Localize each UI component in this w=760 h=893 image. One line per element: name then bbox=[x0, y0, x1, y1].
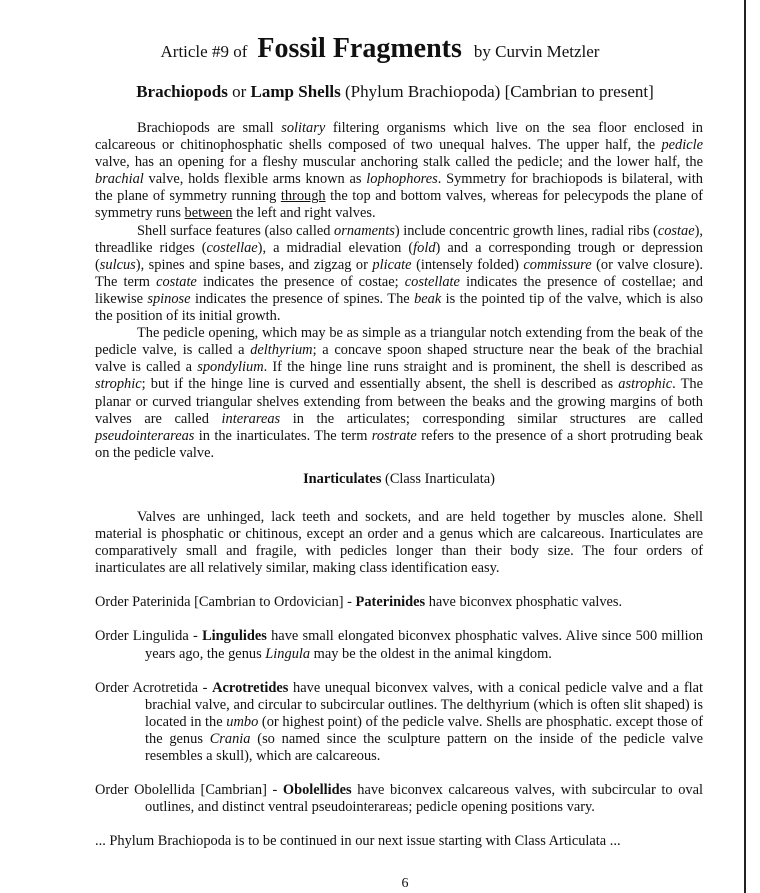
term: pedicle bbox=[661, 137, 703, 154]
text: the top and bottom valves, whereas for pelecypods the plane of symmetry runs bbox=[95, 188, 703, 222]
text: (or valve closure). The term bbox=[95, 256, 703, 290]
byline: by Curvin Metzler bbox=[473, 42, 600, 61]
order-paterinida bbox=[95, 594, 703, 611]
article-body bbox=[95, 120, 703, 850]
genus: Lingula bbox=[265, 645, 311, 662]
text: refers to the presence of a short protruding beak on the pedicle valve. bbox=[95, 427, 704, 461]
paragraph-pedicle-opening bbox=[95, 325, 703, 462]
text: . Symmetry for brachiopods is bilateral, with the plane of symmetry running bbox=[95, 171, 703, 205]
term: spondylium bbox=[197, 359, 264, 376]
text: in the inarticulates. The term bbox=[194, 427, 372, 444]
text: ), threadlike ridges ( bbox=[95, 222, 703, 256]
text: . If the hinge line runs straight and is prominent, the shell is described as bbox=[263, 359, 703, 376]
newsletter-title: Fossil Fragments bbox=[257, 33, 462, 64]
term: beak bbox=[414, 290, 442, 307]
term: costellate bbox=[404, 273, 460, 290]
term: brachial bbox=[95, 171, 144, 188]
text: ), spines and spine bases, and zigzag or bbox=[135, 256, 373, 273]
term: spinose bbox=[147, 290, 191, 307]
text: Order Acrotretida - bbox=[95, 679, 213, 696]
subhead-brachiopods: Brachiopods bbox=[136, 82, 228, 101]
order-members: Obolellides bbox=[282, 782, 352, 799]
subhead-phylum: (Phylum Brachiopoda) [Cambrian to present] bbox=[345, 82, 654, 101]
continuation-note: ... Phylum Brachiopoda is to be continued in our next issue starting with Class Articulata ... bbox=[95, 833, 621, 850]
term: umbo bbox=[226, 713, 259, 730]
term: commissure bbox=[523, 256, 592, 273]
order-members: Lingulides bbox=[202, 628, 267, 645]
text: ; but if the hinge line is curved and essentially absent, the shell is described as bbox=[141, 376, 619, 393]
term: costellae bbox=[206, 239, 258, 256]
term: delthyrium bbox=[250, 342, 313, 359]
subhead-connector: or bbox=[232, 82, 247, 101]
text: have unequal biconvex valves, with a conical pedicle valve and a flat brachial valve, and circular to subcircular outlines. The delthyrium (which is often slit shaped) is located in the bbox=[145, 679, 704, 730]
text: Shell surface features (also called bbox=[137, 222, 335, 239]
term: costae bbox=[657, 222, 695, 239]
term: astrophic bbox=[618, 376, 673, 393]
text: Brachiopods are small bbox=[137, 120, 282, 136]
text: Order Lingulida - bbox=[95, 628, 203, 645]
paragraph-surface-features bbox=[95, 223, 703, 326]
text: have biconvex phosphatic valves. bbox=[425, 594, 623, 611]
text: filtering organisms which live on the sea floor enclosed in calcareous or chitinophosphatic shells composed of two unequal halves. The upper half, the bbox=[95, 120, 704, 154]
order-obolellida bbox=[95, 782, 703, 816]
term: ornaments bbox=[334, 222, 395, 239]
text: in the articulates; corresponding similar structures are called bbox=[280, 410, 704, 427]
text: The pedicle opening, which may be as simple as a triangular notch extending from the beak of the pedicle valve, is called a bbox=[95, 325, 703, 359]
term: fold bbox=[413, 239, 436, 256]
text: (or highest point) of the pedicle valve. Shells are phosphatic. except those of the genus bbox=[145, 713, 703, 747]
text: Order Obolellida [Cambrian] - bbox=[95, 782, 283, 799]
paragraph-intro bbox=[95, 120, 703, 223]
order-lingulida bbox=[95, 628, 703, 662]
text: ), a midradial elevation ( bbox=[257, 239, 414, 256]
term: rostrate bbox=[371, 427, 417, 444]
text: ; a concave spoon shaped structure near the beak of the brachial valve is called a bbox=[95, 342, 703, 376]
emphasis: between bbox=[184, 205, 233, 222]
text: is the pointed tip of the valve, which is also the position of its initial growth. bbox=[95, 290, 704, 325]
article-subheading bbox=[0, 82, 760, 102]
text: Order Paterinida [Cambrian to Ordovician] - bbox=[95, 594, 356, 611]
term: plicate bbox=[372, 256, 412, 273]
text: have small elongated biconvex phosphatic valves. Alive since 500 million years ago, the genus bbox=[145, 628, 703, 662]
section-title: Inarticulates bbox=[303, 470, 382, 487]
text: ) include concentric growth lines, radial ribs ( bbox=[394, 222, 658, 239]
text: the left and right valves. bbox=[232, 205, 376, 222]
term: sulcus bbox=[99, 256, 136, 273]
subhead-lamp-shells: Lamp Shells bbox=[250, 82, 341, 101]
genus: Crania bbox=[209, 730, 251, 747]
order-acrotretida bbox=[95, 680, 703, 765]
term: costate bbox=[156, 273, 197, 290]
article-header bbox=[0, 33, 760, 65]
term: lophophores bbox=[366, 171, 438, 188]
text: indicates the presence of costae; bbox=[196, 273, 405, 290]
term: strophic bbox=[95, 376, 142, 393]
text: ) and a corresponding trough or depression ( bbox=[95, 239, 703, 273]
text: (so named since the sculpture pattern on the inside of the pedicle valve resembles a skull), which are calcareous. bbox=[145, 730, 703, 764]
article-number: Article #9 of bbox=[160, 42, 248, 61]
term: pseudointerareas bbox=[95, 427, 195, 444]
page-edge-line bbox=[744, 0, 746, 893]
term: interareas bbox=[221, 410, 281, 427]
section-heading-inarticulates bbox=[95, 471, 703, 488]
paragraph-inarticulates: Valves are unhinged, lack teeth and sockets, and are held together by muscles alone. Shell material is phosphatic or chitinous, except an order and a genus which are calcareous. Inarticulates are comparatively small and fragile, with pedicles longer than their body size. The four orders of inarticulates are all relatively similar, making class identification easy. bbox=[95, 508, 703, 577]
text: valve, has an opening for a fleshy muscular anchoring stalk called the pedicle; and the lower half, the bbox=[95, 154, 703, 171]
text: indicates the presence of costellae; and likewise bbox=[95, 273, 704, 307]
emphasis: through bbox=[280, 188, 326, 205]
term: solitary bbox=[281, 120, 326, 136]
text: (intensely folded) bbox=[411, 256, 524, 273]
text: indicates the presence of spines. The bbox=[190, 290, 415, 307]
section-class: (Class Inarticulata) bbox=[385, 470, 495, 487]
order-members: Paterinides bbox=[355, 594, 426, 611]
text: valve, holds flexible arms known as bbox=[143, 171, 367, 188]
text: may be the oldest in the animal kingdom. bbox=[310, 645, 552, 662]
order-members: Acrotretides bbox=[212, 679, 289, 696]
text: . The planar or curved triangular shelves extending from between the beaks and the growing margins of both valves are called bbox=[95, 376, 703, 427]
text: have biconvex calcareous valves, with subcircular to oval outlines, and distinct ventral pseudointerareas; pedicle opening positions vary. bbox=[145, 782, 703, 816]
page-number: 6 bbox=[401, 876, 409, 891]
